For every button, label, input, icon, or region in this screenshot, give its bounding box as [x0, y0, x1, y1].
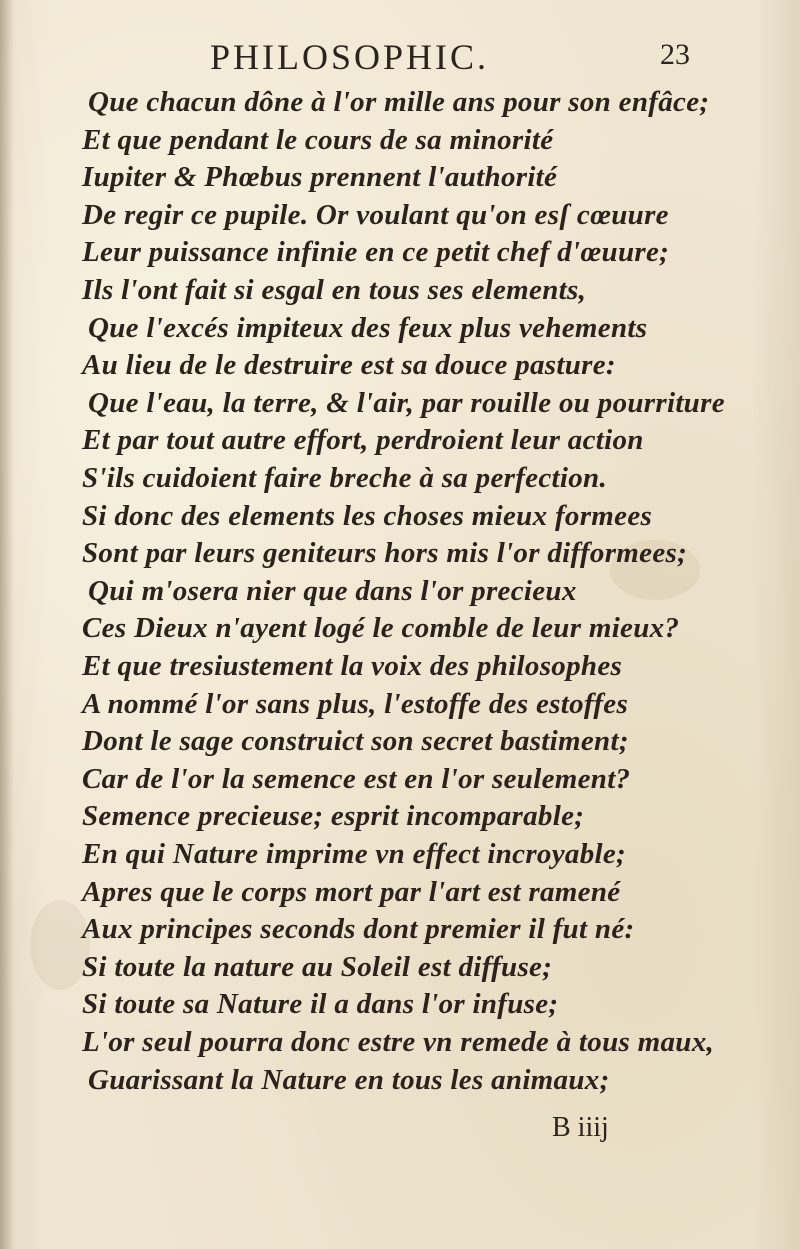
verse-line: Guarissant la Nature en tous les animaux; — [88, 1063, 610, 1096]
verse-line: Dont le sage construict son secret bastiment; — [82, 725, 629, 758]
verse-line: Semence precieuse; esprit incomparable; — [82, 800, 585, 833]
verse-line: Sont par leurs geniteurs hors mis l'or difformees; — [82, 537, 688, 570]
page-number: 23 — [660, 38, 690, 71]
verse-line: Ces Dieux n'ayent logé le comble de leur mieux? — [82, 612, 680, 645]
running-title: PHILOSOPHIC. — [210, 37, 490, 77]
verse-line: Au lieu de le destruire est sa douce pasture: — [82, 349, 616, 382]
signature-mark: B iiij — [552, 1112, 609, 1143]
verse-line: A nommé l'or sans plus, l'estoffe des estoffes — [82, 687, 629, 720]
verse-line: Et que tresiustement la voix des philosophes — [82, 650, 623, 682]
gutter-shadow — [0, 0, 14, 1249]
verse-line: L'or seul pourra donc estre vn remede à tous maux, — [82, 1026, 715, 1058]
verse-line: Et par tout autre effort, perdroient leur action — [82, 424, 644, 457]
verse-line: De regir ce pupile. Or voulant qu'on esſ cœuure — [82, 198, 669, 231]
verse-line: S'ils cuidoient faire breche à sa perfection. — [82, 462, 607, 494]
verse-line: Et que pendant le cours de sa minorité — [82, 123, 554, 156]
verse-line: Iupiter & Phœbus prennent l'authorité — [82, 161, 558, 194]
verse-line: Que l'excés impiteux des feux plus vehements — [88, 311, 648, 344]
verse-line: Qui m'osera nier que dans l'or precieux — [88, 574, 577, 607]
verse-line: Apres que le corps mort par l'art est ramené — [82, 875, 621, 908]
paper-stain — [30, 900, 90, 990]
verse-line: Que l'eau, la terre, & l'air, par rouille ou pourriture — [88, 386, 725, 419]
verse-line: Si donc des elements les choses mieux formees — [82, 499, 653, 532]
verse-line: Car de l'or la semence est en l'or seulement? — [82, 762, 631, 795]
verse-line: Aux principes seconds dont premier il fut né: — [82, 913, 635, 946]
verse-line: Leur puissance infinie en ce petit chef d'œuure; — [82, 236, 670, 269]
running-head — [0, 36, 800, 80]
verse-line: Ils l'ont fait si esgal en tous ses elements, — [82, 274, 587, 306]
verse-line: Que chacun dône à l'or mille ans pour son enfâce; — [88, 86, 710, 118]
verse-line: Si toute la nature au Soleil est diffuse; — [82, 950, 553, 983]
verse-line: En qui Nature imprime vn effect incroyable; — [82, 838, 626, 870]
verse-line: Si toute sa Nature il a dans l'or infuse; — [82, 988, 559, 1021]
